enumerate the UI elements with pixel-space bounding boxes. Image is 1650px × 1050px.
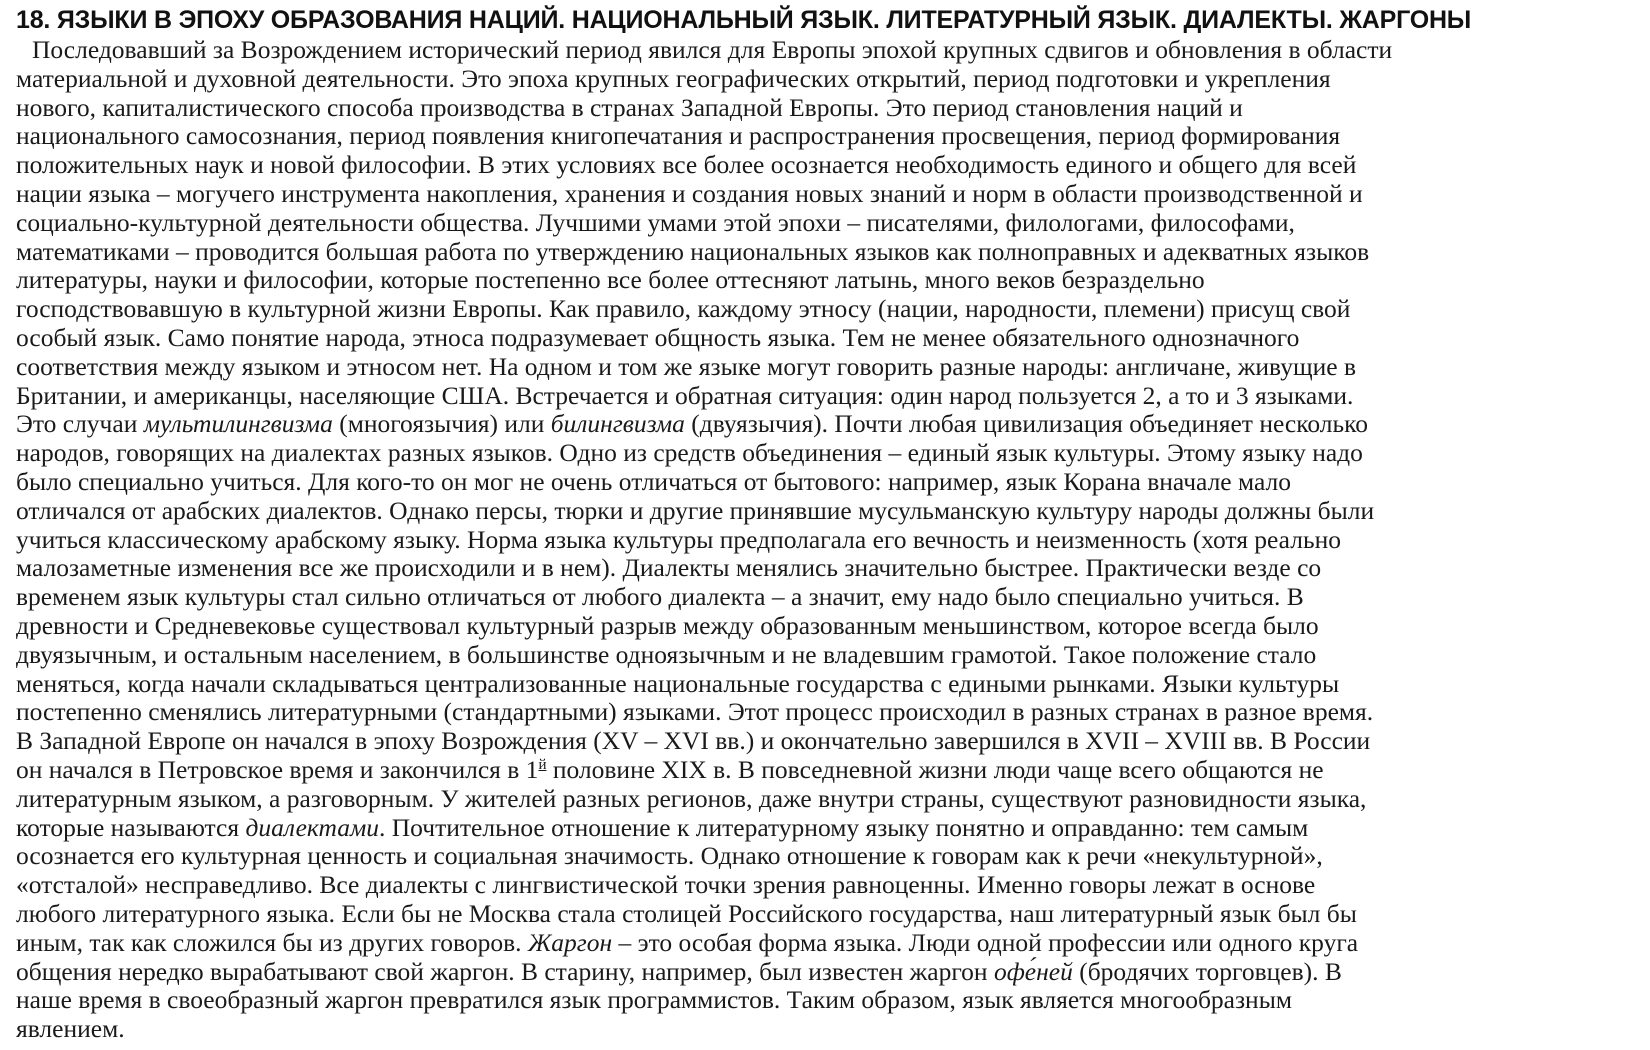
text-fragment: (многоязычия) или xyxy=(332,409,551,439)
text-line: нации языка – могучего инструмента накопления, хранения и создания новых знаний и норм в области производственной и xyxy=(16,178,1363,208)
text-line: наше время в своеобразный жаргон превратился язык программистов. Таким образом, язык является многообразным xyxy=(16,985,1292,1015)
text-line: любого литературного языка. Если бы не Москва стала столицей Российского государства, наш литературный язык был бы xyxy=(16,898,1357,928)
page-title: 18. ЯЗЫКИ В ЭПОХУ ОБРАЗОВАНИЯ НАЦИЙ. НАЦИОНАЛЬНЫЙ ЯЗЫК. ЛИТЕРАТУРНЫЙ ЯЗЫК. ДИАЛЕКТЫ. ЖАРГОНЫ xyxy=(16,6,1472,34)
term-jargon: Жаргон xyxy=(527,927,613,957)
text-fragment: которые называются xyxy=(16,812,246,842)
body-text xyxy=(16,36,1646,1044)
text-line: соответствия между языком и этносом нет. На одном и том же языке могут говорить разные народы: англичане, живущие в xyxy=(16,351,1356,381)
term-ofeni: офе́ней xyxy=(993,956,1073,986)
text-line: особый язык. Само понятие народа, этноса подразумевает общность языка. Тем не менее обязательного однозначного xyxy=(16,322,1300,352)
text-line: древности и Средневековье существовал культурный разрыв между образованным меньшинством, которое всегда было xyxy=(16,610,1319,640)
text-line: В Западной Европе он начался в эпоху Возрождения (XV – XVI вв.) и окончательно завершился в XVII – XVIII вв. В России xyxy=(16,726,1371,756)
text-line xyxy=(16,756,1646,785)
text-line xyxy=(16,958,1646,987)
text-line: материальной и духовной деятельности. Это эпоха крупных географических открытий, период подготовки и укрепления xyxy=(16,63,1331,93)
text-line: отличался от арабских диалектов. Однако персы, тюрки и другие принявшие мусульманскую культуру народы должны были xyxy=(16,495,1375,525)
term-bilingualism: билингвизма xyxy=(550,409,685,439)
text-line: было специально учиться. Для кого-то он мог не очень отличаться от бытового: например, язык Корана вначале мало xyxy=(16,466,1291,496)
text-line: постепенно сменялись литературными (стандартными) языками. Этот процесс происходил в разных странах в разное время. xyxy=(16,697,1374,727)
text-line: малозаметные изменения все же происходили и в нем). Диалекты менялись значительно быстрее. Практически везде со xyxy=(16,553,1322,583)
text-line: двуязычным, и остальным населением, в большинстве одноязычным и не владевшим грамотой. Такое положение стало xyxy=(16,639,1317,669)
text-line: явлением. xyxy=(16,1014,125,1044)
text-line: «отсталой» несправедливо. Все диалекты с лингвистической точки зрения равноценны. Именно говоры лежат в основе xyxy=(16,870,1316,900)
text-line xyxy=(16,929,1646,958)
text-line: положительных наук и новой философии. В этих условиях все более осознается необходимость единого и общего для всей xyxy=(16,150,1357,180)
text-fragment: Это случаи xyxy=(16,409,144,439)
text-line: социально-культурной деятельности общества. Лучшими умами этой эпохи – писателями, филологами, философами, xyxy=(16,207,1295,237)
text-fragment: иным, так как сложился бы из других говоров. xyxy=(16,927,528,957)
term-multilingualism: мультилингвизма xyxy=(143,409,333,439)
text-line: осознается его культурная ценность и социальная значимость. Однако отношение к говорам как к речи «некультурной», xyxy=(16,841,1323,871)
text-line: учиться классическому арабскому языку. Норма языка культуры предполагала его вечность и неизменность (хотя реально xyxy=(16,524,1341,554)
text-line: математиками – проводится большая работа по утверждению национальных языков как полноправных и адекватных языков xyxy=(16,236,1370,266)
text-line: национального самосознания, период появления книгопечатания и распространения просвещения, период формирования xyxy=(16,121,1341,151)
text-fragment: . Почтительное отношение к литературному языку понятно и оправданно: тем самым xyxy=(379,812,1309,842)
text-fragment: (двуязычия). Почти любая цивилизация объединяет несколько xyxy=(684,409,1368,439)
text-line: Британии, и американцы, населяющие США. Встречается и обратная ситуация: один народ пользуется 2, а то и 3 языками. xyxy=(16,380,1354,410)
text-line: литературы, науки и философии, которые постепенно все более оттесняют латынь, много веков безраздельно xyxy=(16,265,1205,295)
text-line xyxy=(16,814,1646,843)
text-line: народов, говорящих на диалектах разных языков. Одно из средств объединения – единый язык культуры. Этому языку надо xyxy=(16,438,1363,468)
text-line: нового, капиталистического способа производства в странах Западной Европы. Это период становления наций и xyxy=(16,92,1243,122)
text-line xyxy=(16,410,1646,439)
text-line: Последовавший за Возрождением исторический период явился для Европы эпохой крупных сдвигов и обновления в области xyxy=(32,35,1393,64)
text-fragment: (бродячих торговцев). В xyxy=(1072,956,1342,986)
text-fragment: он начался в Петровское время и закончился в 1 xyxy=(16,754,539,784)
text-line: меняться, когда начали складываться централизованные национальные государства с едиными рынками. Языки культуры xyxy=(16,668,1340,698)
text-line: господствовавшую в культурной жизни Европы. Как правило, каждому этносу (нации, народности, племени) присущ свой xyxy=(16,294,1351,324)
text-fragment: половине XIX в. В повседневной жизни люди чаще всего общаются не xyxy=(546,754,1324,784)
text-fragment: общения нередко вырабатывают свой жаргон. В старину, например, был известен жаргон xyxy=(16,956,994,986)
term-dialects: диалектами xyxy=(245,812,380,842)
text-line: временем язык культуры стал сильно отличаться от любого диалекта – а значит, ему надо было специально учиться. В xyxy=(16,582,1304,612)
ordinal-suffix: й xyxy=(538,756,547,773)
text-line: литературным языком, а разговорным. У жителей разных регионов, даже внутри страны, существуют разновидности языка, xyxy=(16,783,1367,813)
text-fragment: – это особая форма языка. Люди одной профессии или одного круга xyxy=(612,927,1359,957)
